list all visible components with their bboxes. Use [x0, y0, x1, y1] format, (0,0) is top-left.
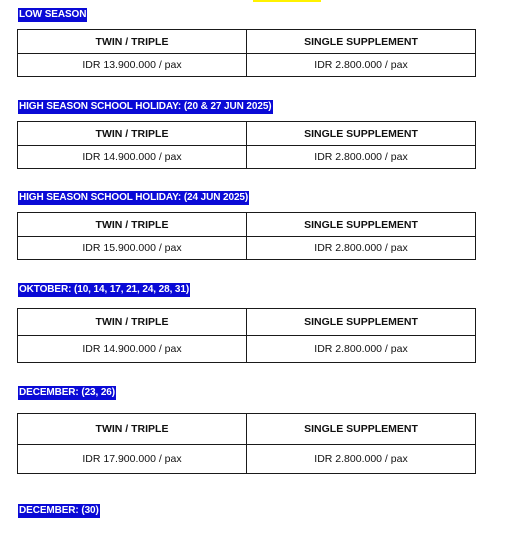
rate-table-high-season-20-27-jun [17, 121, 476, 169]
column-header-twin-triple: TWIN / TRIPLE [18, 122, 247, 146]
section-heading-december-30: DECEMBER: (30) [19, 505, 99, 516]
price-single-supplement: IDR 2.800.000 / pax [247, 54, 476, 77]
column-header-twin-triple: TWIN / TRIPLE [18, 30, 247, 54]
section-heading-low-season: LOW SEASON [19, 9, 87, 20]
price-twin-triple: IDR 17.900.000 / pax [18, 445, 247, 474]
price-twin-triple: IDR 14.900.000 / pax [18, 146, 247, 169]
section-heading-december-23-26: DECEMBER: (23, 26) [19, 387, 115, 398]
rate-table-high-season-24-jun [17, 212, 476, 260]
column-header-twin-triple: TWIN / TRIPLE [18, 309, 247, 336]
price-twin-triple: IDR 15.900.000 / pax [18, 237, 247, 260]
price-single-supplement: IDR 2.800.000 / pax [247, 336, 476, 363]
column-header-twin-triple: TWIN / TRIPLE [18, 414, 247, 445]
section-heading-high-season-24-jun: HIGH SEASON SCHOOL HOLIDAY: (24 JUN 2025) [19, 192, 249, 203]
column-header-twin-triple: TWIN / TRIPLE [18, 213, 247, 237]
column-header-single-supplement: SINGLE SUPPLEMENT [247, 30, 476, 54]
price-single-supplement: IDR 2.800.000 / pax [247, 445, 476, 474]
section-heading-high-season-20-27-jun: HIGH SEASON SCHOOL HOLIDAY: (20 & 27 JUN 2025) [19, 101, 272, 112]
price-twin-triple: IDR 14.900.000 / pax [18, 336, 247, 363]
rate-table-december-23-26 [17, 413, 476, 474]
price-single-supplement: IDR 2.800.000 / pax [247, 146, 476, 169]
rate-table-oktober [17, 308, 476, 363]
column-header-single-supplement: SINGLE SUPPLEMENT [247, 122, 476, 146]
section-heading-oktober: OKTOBER: (10, 14, 17, 21, 24, 28, 31) [19, 284, 190, 295]
rate-table-low-season [17, 29, 476, 77]
column-header-single-supplement: SINGLE SUPPLEMENT [247, 309, 476, 336]
highlight-mark [253, 0, 321, 2]
price-twin-triple: IDR 13.900.000 / pax [18, 54, 247, 77]
column-header-single-supplement: SINGLE SUPPLEMENT [247, 213, 476, 237]
column-header-single-supplement: SINGLE SUPPLEMENT [247, 414, 476, 445]
price-single-supplement: IDR 2.800.000 / pax [247, 237, 476, 260]
